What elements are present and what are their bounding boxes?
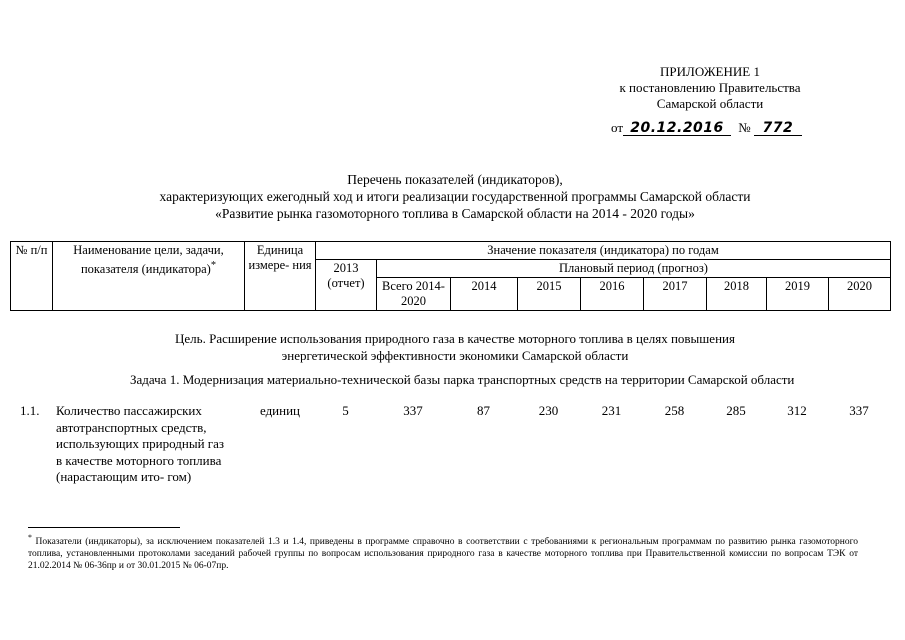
col-header-2013: 2013 (отчет) bbox=[316, 260, 377, 311]
handwritten-number: 772 bbox=[754, 121, 802, 136]
row-value-2013: 5 bbox=[342, 403, 349, 418]
col-header-year: 2014 bbox=[451, 278, 518, 311]
col-header-year: 2019 bbox=[767, 278, 829, 311]
row-value-year: 230 bbox=[538, 403, 559, 418]
col-header-year: 2017 bbox=[644, 278, 707, 311]
title-line-1: Перечень показателей (индикаторов), bbox=[347, 172, 563, 187]
col-header-name-text: Наименование цели, задачи, показателя (индикатора) bbox=[73, 243, 224, 277]
table-header-row-1 bbox=[11, 242, 891, 260]
decree-date-number bbox=[611, 120, 802, 136]
col-header-year: 2018 bbox=[707, 278, 767, 311]
col-header-plan: Плановый период (прогноз) bbox=[377, 260, 891, 278]
footnote bbox=[28, 532, 858, 572]
indicators-table bbox=[10, 241, 891, 311]
appendix-header bbox=[560, 64, 860, 112]
title-line-3: «Развитие рынка газомоторного топлива в Самарской области на 2014 - 2020 годы» bbox=[215, 206, 695, 221]
title-line-2: характеризующих ежегодный ход и итоги реализации государственной программы Самарской области bbox=[159, 189, 751, 204]
footnote-mark: * bbox=[28, 533, 32, 542]
goal-line-1: Цель. Расширение использования природного газа в качестве моторного топлива в целях повышения bbox=[175, 331, 735, 346]
row-value-year: 312 bbox=[787, 403, 807, 418]
footnote-mark: * bbox=[210, 260, 217, 271]
from-label: от bbox=[611, 120, 624, 135]
row-value-year: 231 bbox=[601, 403, 622, 418]
number-label: № bbox=[738, 120, 751, 135]
appendix-title: ПРИЛОЖЕНИЕ 1 bbox=[660, 64, 760, 79]
col-header-year: 2016 bbox=[581, 278, 644, 311]
col-header-year: 2020 bbox=[829, 278, 891, 311]
col-header-number: № п/п bbox=[11, 242, 53, 311]
row-unit: единиц bbox=[259, 403, 301, 418]
col-header-year: 2015 bbox=[518, 278, 581, 311]
document-title bbox=[60, 171, 850, 222]
appendix-region-line: Самарской области bbox=[656, 96, 764, 111]
footnote-divider bbox=[28, 527, 180, 528]
row-indicator-name: Количество пассажирских автотранспортных средств, использующих природный газ в качестве моторного топлива (нарастающим ито- гом) bbox=[56, 403, 225, 484]
task-heading: Задача 1. Модернизация материально-технической базы парка транспортных средств на территории Самарской области bbox=[130, 372, 795, 387]
row-number: 1.1. bbox=[20, 403, 40, 418]
footnote-text: Показатели (индикаторы), за исключением показателей 1.3 и 1.4, приведены в программе справочно в соответствии с требованиями к региональным программам по развитию рынка газомоторного топлива, установленными протоколами заседаний рабочей группы по вопросам использования природного газа в качестве моторного топлива при Правительственной комиссии по вопросам ТЭК от 21.02.2014 № 06-36пр и от 30.01.2015 № 06-07пр. bbox=[28, 537, 859, 572]
handwritten-date: 20.12.2016 bbox=[623, 121, 731, 136]
col-header-unit: Единица измере- ния bbox=[245, 242, 316, 311]
row-value-year: 258 bbox=[664, 403, 685, 418]
col-header-name bbox=[53, 242, 245, 311]
col-header-total: Всего 2014- 2020 bbox=[377, 278, 451, 311]
appendix-decree-line: к постановлению Правительства bbox=[619, 80, 801, 95]
goal-heading bbox=[60, 330, 850, 364]
goal-line-2: энергетической эффективности экономики Самарской области bbox=[281, 348, 629, 363]
row-value-year: 337 bbox=[849, 403, 869, 418]
row-value-total: 337 bbox=[403, 403, 423, 418]
row-value-year: 87 bbox=[477, 403, 490, 418]
col-header-values: Значение показателя (индикатора) по годам bbox=[316, 242, 891, 260]
row-value-year: 285 bbox=[726, 403, 746, 418]
